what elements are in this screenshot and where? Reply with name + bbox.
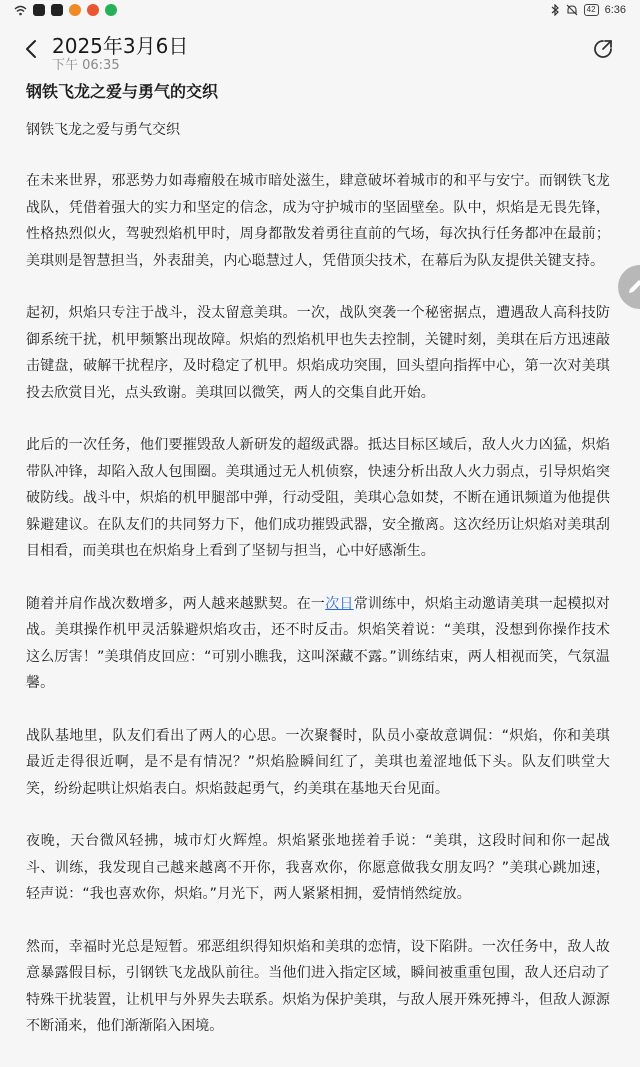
- wifi-icon: [14, 5, 27, 16]
- app-notification-icon: [69, 4, 81, 16]
- share-icon: [592, 38, 614, 60]
- bluetooth-icon: [551, 4, 560, 16]
- note-date: 2025年3月6日: [52, 34, 189, 58]
- paragraph: 在未来世界，邪恶势力如毒瘤般在城市暗处滋生，肆意破坏着城市的和平与安宁。而钢铁飞龙战队，凭借着强大的实力和坚定的信念，成为守护城市的坚固壁垒。队中，炽焰是无畏先锋，性格热烈似火，驾驶烈焰机甲时，周身都散发着勇往直前的气场，每次执行任务都冲在最前；美琪则是智慧担当，外表甜美，内心聪慧过人，凭借顶尖技术，在幕后为队友提供关键支持。: [26, 173, 610, 269]
- paragraph-text: 常训练中，炽焰主动邀请美琪一起模拟对战。美琪操作机甲灵活躲避炽焰攻击，还不时反击。炽焰笑着说：“美琪，没想到你操作技术这么厉害！”美琪俏皮回应：“可别小瞧我，这叫深藏不露。”训练结束，两人相视而笑，气氛温馨。: [26, 595, 610, 691]
- battery-indicator: 42: [584, 4, 599, 16]
- back-button[interactable]: [18, 34, 44, 64]
- mute-icon: [566, 4, 578, 16]
- clock: 6:36: [604, 4, 626, 16]
- app-notification-icon: [51, 4, 63, 16]
- paragraph: 此后的一次任务，他们要摧毁敌人新研发的超级武器。抵达目标区域后，敌人火力凶猛，炽焰带队冲锋，却陷入敌人包围圈。美琪通过无人机侦察，快速分析出敌人火力弱点，引导炽焰突破防线。战斗中，炽焰的机甲腿部中弹，行动受阻，美琪心急如焚，不断在通讯频道为他提供躲避建议。在队友们的共同努力下，他们成功摧毁武器，安全撤离。这次经历让炽焰对美琪刮目相看，而美琪也在炽焰身上看到了坚韧与担当，心中好感渐生。: [26, 437, 610, 559]
- status-bar: [0, 0, 640, 24]
- pencil-icon: [626, 278, 640, 296]
- paragraph: 战队基地里，队友们看出了两人的心思。一次聚餐时，队员小豪故意调侃：“炽焰，你和美琪最近走得很近啊，是不是有情况？”炽焰脸瞬间红了，美琪也羞涩地低下头。队友们哄堂大笑，纷纷起哄让炽焰表白。炽焰鼓起勇气，约美琪在基地天台见面。: [26, 727, 610, 797]
- paragraph-text: 随着并肩作战次数增多，两人越来越默契。在一: [26, 595, 326, 612]
- paragraph: 起初，炽焰只专注于战斗，没太留意美琪。一次，战队突袭一个秘密据点，遭遇敌人高科技防御系统干扰，机甲频繁出现故障。炽焰的烈焰机甲也失去控制，关键时刻，美琪在后方迅速敲击键盘，破解干扰程序，及时稳定了机甲。炽焰成功突围，回头望向指挥中心，第一次对美琪投去欣赏目光，点头致谢。美琪回以微笑，两人的交集自此开始。: [26, 305, 610, 401]
- status-icons-left: [14, 4, 117, 16]
- note-time: 下午 06:35: [52, 58, 120, 73]
- paragraph: 夜晚，天台微风轻拂，城市灯火辉煌。炽焰紧张地搓着手说：“美琪，这段时间和你一起战斗、训练，我发现自己越来越离不开你，我喜欢你，你愿意做我女朋友吗？”美琪心跳加速，轻声说：“我也喜欢你，炽焰。”月光下，两人紧紧相拥，爱情悄然绽放。: [26, 833, 610, 902]
- document-subtitle: 钢铁飞龙之爱与勇气交织: [26, 122, 180, 138]
- back-arrow-icon: [25, 39, 37, 59]
- edit-button[interactable]: [618, 265, 640, 309]
- date-link[interactable]: 次日: [325, 595, 354, 612]
- app-notification-icon: [33, 4, 45, 16]
- app-notification-icon: [105, 4, 117, 16]
- document-title: 钢铁飞龙之爱与勇气的交织: [26, 82, 219, 101]
- status-icons-right: [551, 4, 626, 16]
- share-button[interactable]: [592, 38, 614, 60]
- paragraph: 然而，幸福时光总是短暂。邪恶组织得知炽焰和美琪的恋情，设下陷阱。一次任务中，敌人故意暴露假目标，引钢铁飞龙战队前往。当他们进入指定区域，瞬间被重重包围，敌人还启动了特殊干扰装置，让机甲与外界失去联系。炽焰为保护美琪，与敌人展开殊死搏斗，但敌人源源不断涌来，他们渐渐陷入困境。: [26, 938, 610, 1034]
- paragraph: [26, 591, 610, 697]
- note-header: [0, 24, 640, 72]
- note-body[interactable]: [26, 78, 610, 1066]
- app-notification-icon: [87, 4, 99, 16]
